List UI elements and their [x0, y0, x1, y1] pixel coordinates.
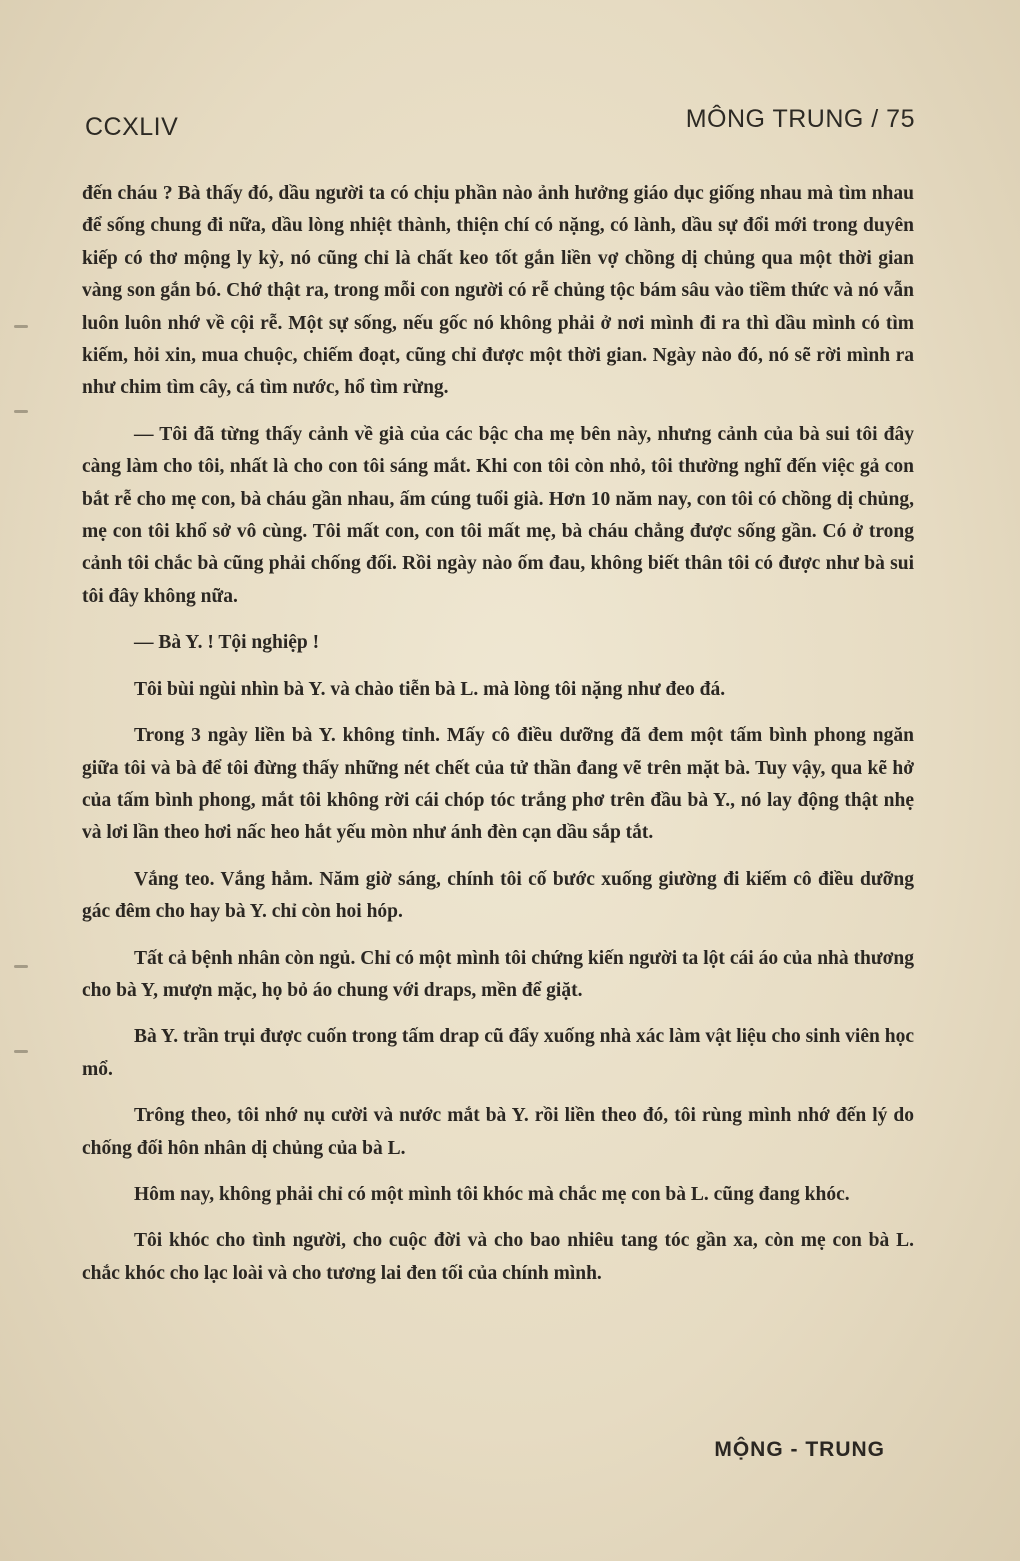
paragraph: Vắng teo. Vắng hẳm. Năm giờ sáng, chính tôi cố bước xuống giường đi kiếm cô điều dưỡng gác đêm cho hay bà Y. chỉ còn hoi hóp. — [82, 868, 914, 923]
paragraph: — Tôi đã từng thấy cảnh về già của các bậc cha mẹ bên này, nhưng cảnh của bà sui tôi đây càng làm cho tôi, nhất là cho con tôi sáng mắt. Khi con tôi còn nhỏ, tôi thường nghĩ đến việc gả con bắt rễ cho mẹ con, bà cháu gần nhau, ấm cúng tuổi già. Hơn 10 năm nay, con tôi có chồng dị chủng, mẹ con tôi khổ sở vô cùng. Tôi mất con, con tôi mất mẹ, bà cháu chẳng được sống gần. Có ở trong cảnh tôi chắc bà cũng phải chống đối. Rồi ngày nào ốm đau, không biết thân tôi có được như bà sui tôi đây không nữa. — [82, 423, 914, 607]
page-edge-mark — [14, 410, 28, 413]
paragraph: Tôi bùi ngùi nhìn bà Y. và chào tiễn bà L. mà lòng tôi nặng như đeo đá. — [134, 678, 726, 700]
paragraph: — Bà Y. ! Tội nghiệp ! — [134, 632, 320, 654]
page-header — [85, 105, 915, 145]
page-body — [82, 178, 914, 1290]
paragraph: Hôm nay, không phải chỉ có một mình tôi khóc mà chắc mẹ con bà L. cũng đang khóc. — [134, 1183, 850, 1205]
paragraph: Bà Y. trần trụi được cuốn trong tấm drap cũ đẩy xuống nhà xác làm vật liệu cho sinh viên học mổ. — [82, 1026, 914, 1080]
paragraph: đến cháu ? Bà thấy đó, dầu người ta có chịu phần nào ảnh hưởng giáo dục giống nhau mà tìm nhau để sống chung đi nữa, dầu lòng nhiệt thành, thiện chí có nặng, có lành, dầu sự đổi mới trong duyên kiếp có thơ mộng ly kỳ, nó cũng chỉ là chất keo tốt gắn liền vợ chồng dị chủng qua một thời gian vàng son gắn bó. Chớ thật ra, trong mỗi con người có rễ chủng tộc bám sâu vào tiềm thức và nó vẫn luôn luôn nhớ về cội rễ. Một sự sống, nếu gốc nó không phải ở nơi mình đi ra thì dầu mình có tìm kiếm, hỏi xin, mua chuộc, chiếm đoạt, cũng chỉ được một thời gian. Ngày nào đó, nó sẽ rời mình ra như chim tìm cây, cá tìm nước, hổ tìm rừng. — [82, 183, 914, 399]
paragraph: Tất cả bệnh nhân còn ngủ. Chỉ có một mình tôi chứng kiến người ta lột cái áo của nhà thương cho bà Y, mượn mặc, họ bỏ áo chung với draps, mền để giặt. — [82, 947, 914, 1001]
paragraph: Trong 3 ngày liền bà Y. không tỉnh. Mấy cô điều dưỡng đã đem một tấm bình phong ngăn giữa tôi và bà để tôi đừng thấy những nét chết của tử thần đang vẽ trên mặt bà. Tuy vậy, qua kẽ hở của tấm bình phong, mắt tôi không rời cái chóp tóc trắng phơ trên đầu bà Y., nó lay động thật nhẹ và lơi lần theo hơi nấc heo hắt yếu mòn như ánh đèn cạn dầu sắp tắt. — [82, 725, 914, 844]
chapter-number: CCXLIV — [85, 113, 179, 141]
page-edge-mark — [14, 1050, 28, 1053]
paragraph: Tôi khóc cho tình người, cho cuộc đời và cho bao nhiêu tang tóc gần xa, còn mẹ con bà L. chắc khóc cho lạc loài và cho tương lai đen tối của chính mình. — [82, 1230, 914, 1284]
author-page-number: MÔNG TRUNG / 75 — [685, 105, 915, 133]
paragraph: Trông theo, tôi nhớ nụ cười và nước mắt bà Y. rồi liền theo đó, tôi rùng mình nhớ đến lý do chống đối hôn nhân dị chủng của bà L. — [82, 1105, 914, 1159]
author-signature: MỘNG - TRUNG — [714, 1438, 885, 1461]
page-edge-mark — [14, 325, 28, 328]
page-edge-mark — [14, 965, 28, 968]
